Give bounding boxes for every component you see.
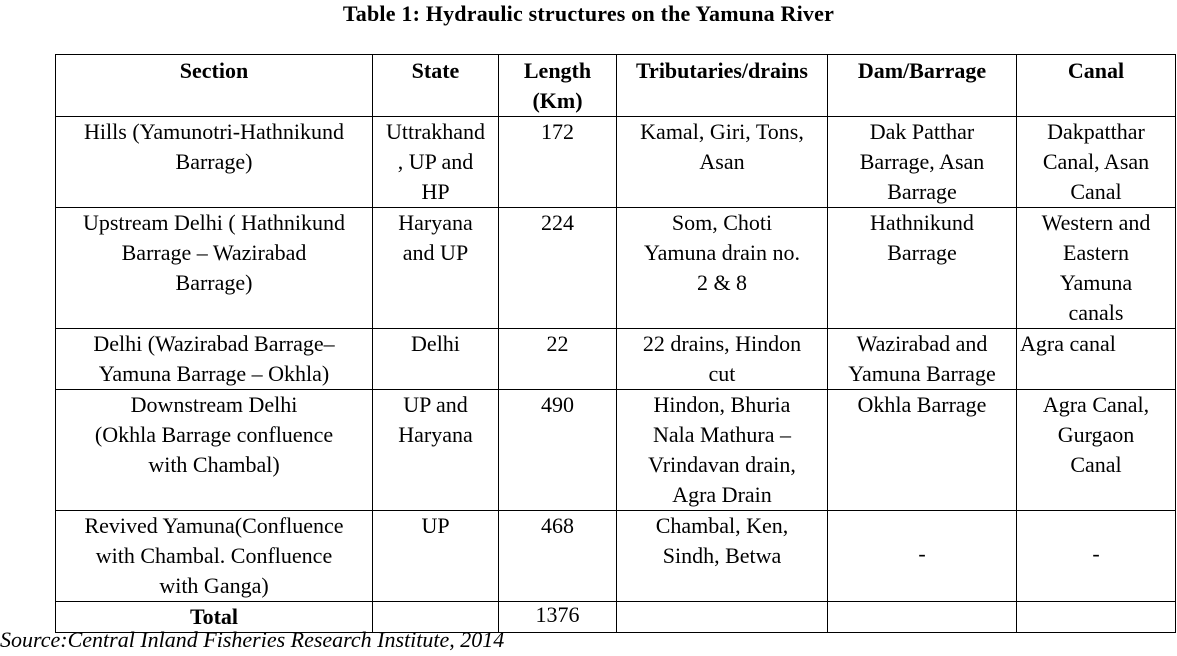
cell-canal: Agra canal (1017, 329, 1176, 390)
header-dam: Dam/Barrage (828, 55, 1017, 117)
cell-canal: Western and Eastern Yamuna canals (1017, 208, 1176, 329)
header-tributaries: Tributaries/drains (617, 55, 828, 117)
cell-state: UP (373, 511, 499, 602)
header-row (56, 55, 1176, 117)
source-note: Source:Central Inland Fisheries Research Institute, 2014 (0, 627, 505, 652)
cell-state: Haryana and UP (373, 208, 499, 329)
cell-length: 224 (499, 208, 617, 329)
cell-tributaries: Hindon, Bhuria Nala Mathura – Vrindavan drain, Agra Drain (617, 390, 828, 511)
cell-state: Uttrakhand , UP and HP (373, 117, 499, 208)
table-row (56, 390, 1176, 511)
cell-length: 490 (499, 390, 617, 511)
cell-section: Upstream Delhi ( Hathnikund Barrage – Wazirabad Barrage) (56, 208, 373, 329)
cell-tributaries: Kamal, Giri, Tons, Asan (617, 117, 828, 208)
cell-dam: Hathnikund Barrage (828, 208, 1017, 329)
cell-state: Delhi (373, 329, 499, 390)
cell-length: 172 (499, 117, 617, 208)
total-length: 1376 (499, 602, 617, 633)
table-title: Table 1: Hydraulic structures on the Yamuna River (342, 1, 835, 26)
cell-length: 468 (499, 511, 617, 602)
cell-canal: Dakpatthar Canal, Asan Canal (1017, 117, 1176, 208)
cell-section: Downstream Delhi (Okhla Barrage confluence with Chambal) (56, 390, 373, 511)
table-row (56, 511, 1176, 602)
cell-dam: Wazirabad and Yamuna Barrage (828, 329, 1017, 390)
cell-dam: Dak Patthar Barrage, Asan Barrage (828, 117, 1017, 208)
total-label: Total (56, 602, 373, 633)
cell-tributaries: Som, Choti Yamuna drain no. 2 & 8 (617, 208, 828, 329)
cell-tributaries: 22 drains, Hindon cut (617, 329, 828, 390)
table-row (56, 329, 1176, 390)
header-length: Length (Km) (499, 55, 617, 117)
hydraulic-structures-table (55, 54, 1176, 633)
cell-section: Revived Yamuna(Confluence with Chambal. Confluence with Ganga) (56, 511, 373, 602)
header-canal: Canal (1017, 55, 1176, 117)
cell-canal: Agra Canal, Gurgaon Canal (1017, 390, 1176, 511)
total-tributaries-empty (617, 602, 828, 633)
cell-canal: - (1017, 511, 1176, 602)
total-canal-empty (1017, 602, 1176, 633)
cell-section: Hills (Yamunotri-Hathnikund Barrage) (56, 117, 373, 208)
total-dam-empty (828, 602, 1017, 633)
cell-length: 22 (499, 329, 617, 390)
header-section: Section (56, 55, 373, 117)
cell-tributaries: Chambal, Ken, Sindh, Betwa (617, 511, 828, 602)
cell-dam: - (828, 511, 1017, 602)
table-row (56, 117, 1176, 208)
header-state: State (373, 55, 499, 117)
cell-dam: Okhla Barrage (828, 390, 1017, 511)
cell-section: Delhi (Wazirabad Barrage– Yamuna Barrage – Okhla) (56, 329, 373, 390)
cell-state: UP and Haryana (373, 390, 499, 511)
table-row (56, 208, 1176, 329)
